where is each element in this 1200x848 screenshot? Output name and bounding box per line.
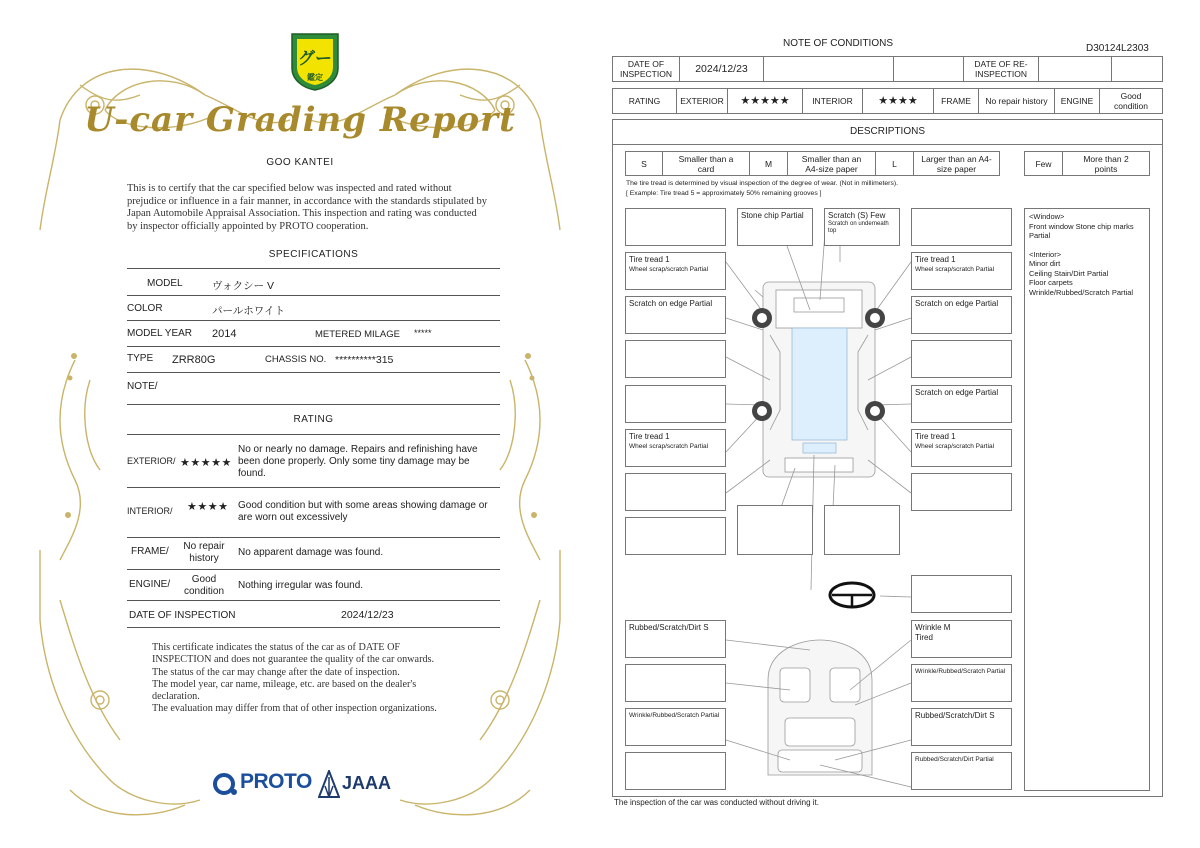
condition-box [737, 208, 813, 246]
sheet-title: NOTE OF CONDITIONS [783, 38, 893, 49]
interior-stars: ★★★★ [187, 501, 229, 513]
divider [127, 434, 500, 435]
frame-label: FRAME [934, 89, 979, 113]
exterior-stars: ★★★★★ [728, 89, 803, 113]
goo-kantei-badge-icon [287, 30, 343, 92]
date-value: 2024/12/23 [341, 609, 394, 621]
rating-heading: RATING [293, 414, 334, 425]
color-label: COLOR [127, 303, 163, 314]
date-inspection-value: 2024/12/23 [680, 57, 764, 81]
condition-text: Wrinkle/Rubbed/Scratch Partial [915, 668, 1006, 675]
date-label: DATE OF INSPECTION [129, 610, 236, 621]
report-subtitle: GOO KANTEI [266, 157, 334, 168]
condition-text: Tire tread 1 [629, 432, 670, 441]
condition-subtext: Scratch on underneath top [828, 221, 889, 234]
engine-value: Good condition [1113, 91, 1149, 111]
steering-wheel-icon [830, 583, 874, 607]
frame-label: FRAME/ [131, 546, 169, 557]
divider [127, 537, 500, 538]
footer-line: This certificate indicates the status of the car as of DATE OF [152, 642, 401, 653]
condition-box [911, 429, 1012, 467]
condition-box [824, 505, 900, 555]
model-label: MODEL [147, 278, 183, 289]
condition-box [911, 385, 1012, 423]
color-value: パールホワイト [212, 305, 285, 317]
legend-l-desc: Larger than an A4-size paper [921, 153, 992, 174]
interior-label: INTERIOR/ [127, 506, 173, 516]
condition-text: Tire tread 1 [915, 432, 956, 441]
report-title: U-car Grading Report [84, 100, 516, 140]
chassis-label: CHASSIS NO. [265, 354, 327, 365]
model-year-value: 2014 [212, 328, 237, 340]
divider [127, 372, 500, 373]
metered-mileage-label: METERED MILAGE [315, 329, 400, 340]
condition-text: Wrinkle/Rubbed/Scratch Partial [629, 712, 720, 719]
condition-text: Scratch (S) Few [828, 211, 886, 220]
type-value: ZRR80G [172, 354, 216, 366]
divider [127, 346, 500, 347]
condition-box [625, 340, 726, 378]
condition-box [625, 429, 726, 467]
tread-note-1: The tire tread is determined by visual inspection of the degree of wear. (Not in millimeters). [626, 180, 898, 187]
condition-box [911, 620, 1012, 658]
condition-box [911, 340, 1012, 378]
descriptions-heading: DESCRIPTIONS [612, 120, 1163, 145]
divider [127, 320, 500, 321]
jaaa-logo-text: JAAA [342, 773, 392, 793]
condition-box [625, 296, 726, 334]
condition-box [625, 473, 726, 511]
notes-window-heading: <Window> [1029, 212, 1065, 221]
type-label: TYPE [127, 353, 154, 364]
footer-line: The status of the car may change after the date of inspection. [152, 666, 400, 678]
notes-window-text: Front window Stone chip marks Partial [1029, 221, 1134, 240]
condition-subtext: Wheel scrap/scratch Partial [629, 443, 709, 450]
document-id: D30124L2303 [1086, 43, 1149, 54]
footer-line: INSPECTION and does not guarantee the quality of the car onwards. [152, 654, 435, 666]
engine-label: ENGINE [1055, 89, 1100, 113]
condition-box [737, 505, 813, 555]
notes-interior-line: Ceiling Stain/Dirt Partial [1029, 268, 1109, 278]
notes-interior-line: Wrinkle/Rubbed/Scratch Partial [1029, 287, 1134, 297]
condition-text: Tire tread 1 [629, 255, 670, 264]
legend-s-desc: Smaller than a card [663, 152, 750, 175]
condition-text: Rubbed/Scratch/Dirt S [629, 623, 709, 632]
condition-box [625, 620, 726, 658]
condition-box [625, 385, 726, 423]
condition-box [625, 708, 726, 746]
condition-box [911, 473, 1012, 511]
legend-few-desc: More than 2 points [1083, 153, 1129, 174]
exterior-description: No or nearly no damage. Repairs and refinishing have been done properly. Only some tiny damage may be found. [238, 444, 478, 479]
exterior-label: EXTERIOR/ [127, 456, 176, 466]
condition-box [911, 575, 1012, 613]
legend-s: S [626, 152, 663, 175]
condition-text: Scratch on edge Partial [915, 299, 999, 308]
notes-interior-line: Minor dirt [1029, 259, 1061, 268]
proto-logo-text: PROTO [240, 770, 312, 793]
rating-label: RATING [613, 89, 677, 113]
condition-box [911, 208, 1012, 246]
frame-value: No repair history [979, 89, 1055, 113]
condition-box [824, 208, 900, 246]
condition-box [911, 664, 1012, 702]
divider [127, 487, 500, 488]
engine-label: ENGINE/ [129, 579, 171, 590]
metered-mileage-value: ***** [414, 328, 432, 338]
condition-box [625, 517, 726, 555]
legend-l: L [876, 152, 914, 175]
certify-text: This is to certify that the car specified below was inspected and rated without prejudice or influence in a fair manner, in accordance with the standards stipulated by Japan Automobile Appraisal Association. This inspection and rating was conducted by inspector officially appointed by PROTO cooperation. [127, 183, 487, 232]
condition-subtext: Wheel scrap/scratch Partial [629, 266, 709, 273]
divider [127, 600, 500, 601]
footer-line: The model year, car name, mileage, etc. are based on the dealer's [152, 678, 417, 690]
date-inspection-label: DATE OF INSPECTION [613, 57, 680, 81]
svg-text:鑑定: 鑑定 [307, 73, 323, 82]
jaaa-logo-icon [318, 770, 340, 798]
condition-subtext: Wheel scrap/scratch Partial [915, 266, 995, 273]
divider [127, 569, 500, 570]
condition-subtext: Tired [915, 633, 933, 642]
condition-box [911, 252, 1012, 290]
frame-description: No apparent damage was found. [238, 547, 384, 558]
interior-description: Good condition but with some areas showing damage or are worn out excessively [238, 500, 488, 523]
certificate-footer [152, 642, 482, 716]
condition-text: Rubbed/Scratch/Dirt Partial [915, 756, 994, 763]
date-reinspection-label: DATE OF RE-INSPECTION [964, 57, 1039, 81]
condition-box [625, 252, 726, 290]
condition-text: Wrinkle M [915, 623, 951, 632]
footer-line: declaration. [152, 691, 200, 703]
sponsor-logos [210, 770, 410, 798]
specifications-heading: SPECIFICATIONS [268, 249, 359, 260]
condition-text: Stone chip Partial [741, 211, 804, 220]
svg-text:グー: グー [298, 49, 332, 69]
notes-interior-line: Floor carpets [1029, 278, 1073, 287]
proto-logo-icon [212, 772, 238, 796]
divider [127, 627, 500, 628]
condition-text: Scratch on edge Partial [915, 388, 999, 397]
frame-value: No repair history [183, 541, 225, 564]
condition-text: Scratch on edge Partial [629, 299, 713, 308]
engine-value: Good condition [183, 574, 225, 597]
divider [127, 295, 500, 296]
divider [127, 404, 500, 405]
footer-line: The evaluation may differ from that of other inspection organizations. [152, 703, 437, 715]
divider [127, 268, 500, 269]
condition-text: Tire tread 1 [915, 255, 956, 264]
legend-m: M [750, 152, 788, 175]
model-year-label: MODEL YEAR [127, 328, 193, 339]
interior-label: INTERIOR [803, 89, 863, 113]
condition-box [911, 296, 1012, 334]
sheet-footer: The inspection of the car was conducted without driving it. [614, 798, 819, 807]
condition-box [625, 208, 726, 246]
model-value: ヴォクシー V [212, 280, 275, 292]
exterior-stars: ★★★★★ [180, 457, 232, 469]
chassis-value: **********315 [335, 354, 394, 366]
condition-box [911, 708, 1012, 746]
condition-box [625, 664, 726, 702]
legend-m-desc: Smaller than an A4-size paper [788, 152, 876, 175]
condition-subtext: Wheel scrap/scratch Partial [915, 443, 995, 450]
condition-text: Rubbed/Scratch/Dirt S [915, 711, 995, 720]
engine-description: Nothing irregular was found. [238, 580, 364, 591]
tread-note-2: [ Example: Tire tread 5 = approximately 50% remaining grooves ] [626, 190, 822, 197]
notes-panel [1024, 208, 1150, 791]
interior-stars: ★★★★ [863, 89, 934, 113]
exterior-label: EXTERIOR [677, 89, 728, 113]
note-label: NOTE/ [127, 381, 158, 392]
notes-interior-heading: <Interior> [1029, 249, 1062, 259]
note-of-conditions-sheet [600, 0, 1200, 848]
legend-few: Few [1025, 152, 1063, 175]
condition-box [625, 752, 726, 790]
condition-box [911, 752, 1012, 790]
